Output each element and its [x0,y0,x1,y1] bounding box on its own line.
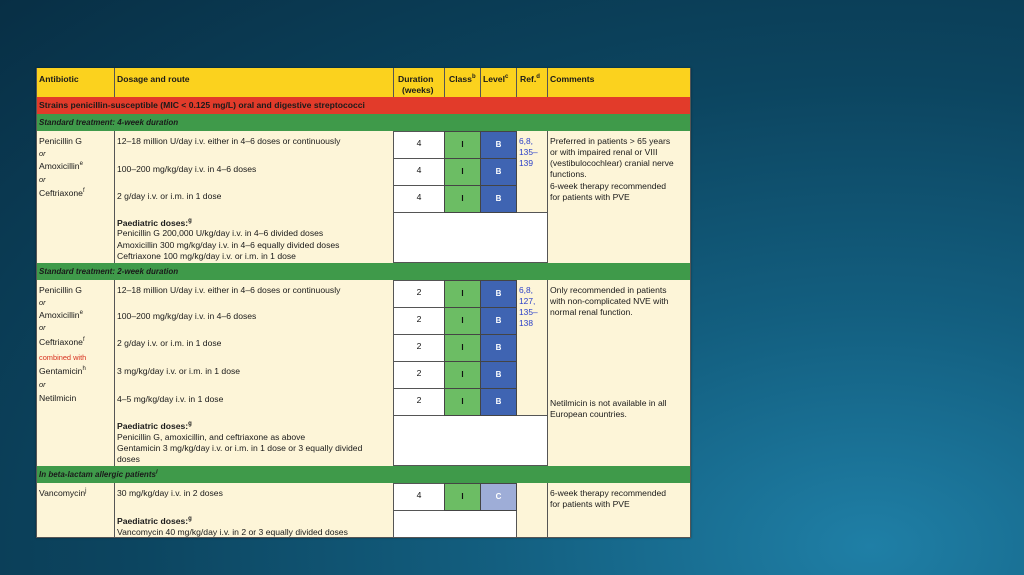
comment-line: for patients with PVE [550,192,630,202]
dosage-text: 12–18 million U/day i.v. either in 4–6 doses or continuously [117,285,341,295]
drug-name: Netilmicin [39,393,77,403]
dosage-text: 100–200 mg/kg/day i.v. in 4–6 doses [117,164,257,174]
header-dosage: Dosage and route [117,74,190,84]
col-divider [114,280,115,466]
paediatric-line: doses [117,454,140,464]
comment-line: European countries. [550,409,627,419]
or-label: or [39,380,46,389]
level-cell: B [480,185,517,213]
or-label: or [39,298,46,307]
col-divider [36,68,37,538]
duration-value: 2 [416,395,422,405]
paediatric-line: Amoxicillin 300 mg/kg/day i.v. in 4–6 equally divided doses [117,240,340,250]
section3-title: In beta-lactam allergic patients$^i$ [39,469,158,479]
level-cell: B [480,131,517,159]
class-cell: I [444,158,481,186]
drug-name: Vancomycin$^j$ [39,488,87,498]
header-class: Class$^b$ [449,74,476,84]
level-cell: B [480,361,517,389]
drug-name: Gentamicin$^h$ [39,366,86,376]
section2-title: Standard treatment: 2-week duration [39,267,179,276]
level-cell: B [480,307,517,335]
combined-with-label: combined with [39,353,87,362]
table-bottom-border [36,537,691,538]
drug-name: Ceftriaxone$^f$ [39,188,85,198]
or-label: or [39,323,46,332]
level-cell: B [480,388,517,416]
duration-value: 4 [416,192,422,202]
drug-name: Amoxicillin$^e$ [39,310,83,320]
paediatric-line: Vancomycin 40 mg/kg/day i.v. in 2 or 3 equally divided doses [117,527,348,537]
comment-line: (vestibulocochlear) cranial nerve [550,158,674,168]
reference-line: 139 [519,158,533,168]
col-divider [114,68,115,97]
duration-value: 2 [416,314,422,324]
paediatric-line: Penicillin G 200,000 U/kg/day i.v. in 4–6 divided doses [117,228,324,238]
comment-line: 6-week therapy recommended [550,488,667,498]
paediatric-title: Paediatric doses:$^g$ [117,516,192,526]
comment-line: functions. [550,169,587,179]
duration-value: 2 [416,341,422,351]
dosage-text: 4–5 mg/kg/day i.v. in 1 dose [117,394,224,404]
col-divider [516,68,517,97]
reference-line: 6,8, [519,136,533,146]
duration-value: 4 [416,490,422,500]
comment-line: normal renal function. [550,307,633,317]
col-divider [114,131,115,263]
dosage-text: 30 mg/kg/day i.v. in 2 doses [117,488,223,498]
class-cell: I [444,307,481,335]
comment-line: for patients with PVE [550,499,630,509]
paediatric-line: Penicillin G, amoxicillin, and ceftriaxone as above [117,432,306,442]
comment-line: Netilmicin is not available in all [550,398,667,408]
class-cell: I [444,361,481,389]
comment-line: Only recommended in patients [550,285,667,295]
drug-name: Ceftriaxone$^f$ [39,337,85,347]
class-cell: I [444,185,481,213]
strains-title: Strains penicillin-susceptible (MIC < 0.125 mg/L) oral and digestive streptococci [39,100,365,110]
level-cell: B [480,334,517,362]
header-antibiotic: Antibiotic [39,74,79,84]
reference-line: 127, [519,296,536,306]
header-duration: Duration [398,74,434,84]
class-cell: I [444,280,481,308]
level-cell: C [480,483,517,511]
comment-line: or with impaired renal or VIII [550,147,658,157]
header-level: Level$^c$ [483,74,509,84]
duration-value: 2 [416,368,422,378]
guideline-table [36,68,691,538]
col-divider [547,483,548,538]
comment-line: Preferred in patients > 65 years [550,136,671,146]
comment-line: 6-week therapy recommended [550,181,667,191]
col-divider [444,68,445,97]
empty-cell [393,510,517,538]
duration-value: 4 [416,165,422,175]
dosage-text: 100–200 mg/kg/day i.v. in 4–6 doses [117,311,257,321]
dosage-text: 2 g/day i.v. or i.m. in 1 dose [117,191,222,201]
col-divider [480,68,481,97]
header-comments: Comments [550,74,595,84]
or-label: or [39,149,46,158]
empty-cell [393,415,548,466]
col-divider [547,68,548,97]
col-divider [114,483,115,538]
col-divider [690,68,691,538]
paediatric-title: Paediatric doses:$^g$ [117,421,192,431]
comment-line: with non-complicated NVE with [550,296,669,306]
reference-line: 135– [519,307,538,317]
paediatric-line: Gentamicin 3 mg/kg/day i.v. or i.m. in 1 dose or 3 equally divided [117,443,363,453]
paediatric-title: Paediatric doses:$^g$ [117,218,192,228]
duration-value: 2 [416,287,422,297]
reference-line: 6,8, [519,285,533,295]
paediatric-line: Ceftriaxone 100 mg/kg/day i.v. or i.m. in 1 dose [117,251,296,261]
section1-title: Standard treatment: 4-week duration [39,118,179,127]
class-cell: I [444,131,481,159]
col-divider [393,68,394,97]
reference-line: 135– [519,147,538,157]
class-cell: I [444,483,481,511]
class-cell: I [444,334,481,362]
drug-name: Penicillin G [39,136,82,146]
dosage-text: 2 g/day i.v. or i.m. in 1 dose [117,338,222,348]
dosage-text: 12–18 million U/day i.v. either in 4–6 doses or continuously [117,136,341,146]
header-duration-unit: (weeks) [402,85,434,95]
duration-value: 4 [416,138,422,148]
level-cell: B [480,158,517,186]
or-label: or [39,175,46,184]
reference-line: 138 [519,318,533,328]
empty-cell [393,212,548,263]
level-cell: B [480,280,517,308]
drug-name: Amoxicillin$^e$ [39,161,83,171]
class-cell: I [444,388,481,416]
dosage-text: 3 mg/kg/day i.v. or i.m. in 1 dose [117,366,241,376]
header-ref: Ref.$^d$ [520,74,540,84]
drug-name: Penicillin G [39,285,82,295]
